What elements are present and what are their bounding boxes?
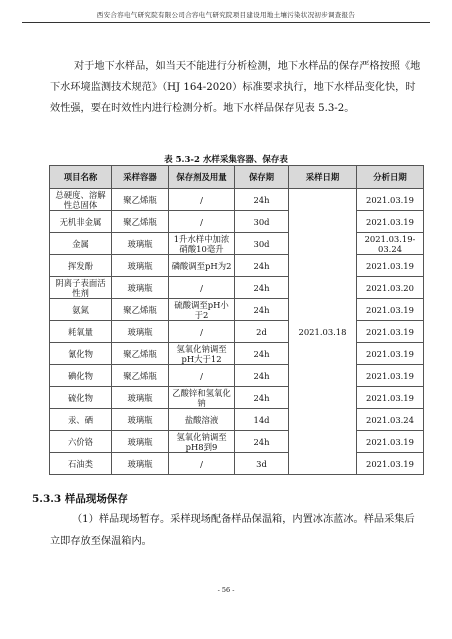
cell-item: 氰化物 [50, 343, 112, 365]
header-preservative: 保存剂及用量 [169, 166, 235, 189]
cell-analysis-date: 2021.03.19 [357, 255, 424, 277]
cell-analysis-date: 2021.03.19 [357, 189, 424, 211]
page-number: - 56 - [217, 586, 235, 594]
cell-item: 碘化物 [50, 365, 112, 387]
table-row [50, 409, 424, 431]
cell-period: 24h [235, 365, 289, 387]
section-title: 5.3.3 样品现场保存 [32, 493, 128, 505]
table-row [50, 431, 424, 453]
cell-item: 氨氮 [50, 299, 112, 321]
cell-preservative: 氢氧化钠调至pH大于12 [169, 343, 235, 365]
sample-preservation-table [49, 165, 424, 475]
cell-analysis-date: 2021.03.19 [357, 299, 424, 321]
cell-analysis-date: 2021.03.19 [357, 431, 424, 453]
cell-container: 玻璃瓶 [112, 409, 169, 431]
cell-item: 阴离子表面活性剂 [50, 277, 112, 299]
cell-analysis-date: 2021.03.19 [357, 211, 424, 233]
cell-analysis-date: 2021.03.19-03.24 [357, 233, 424, 255]
cell-analysis-date: 2021.03.19 [357, 343, 424, 365]
cell-period: 24h [235, 255, 289, 277]
intro-paragraph: 对于地下水样品，如当天不能进行分析检测，地下水样品的保存严格按照《地下水环境监测技术规范》（HJ 164-2020）标准要求执行，地下水样品变化快，时效性强，要在时效性内进行检测分析。地下水样品保存见表 5.3-2。 [50, 61, 421, 114]
cell-analysis-date: 2021.03.19 [357, 321, 424, 343]
cell-item: 耗氧量 [50, 321, 112, 343]
cell-analysis-date: 2021.03.24 [357, 409, 424, 431]
table-row [50, 365, 424, 387]
table-row [50, 277, 424, 299]
table-row [50, 189, 424, 211]
table-caption: 表 5.3-2 水样采集容器、保存表 [164, 155, 288, 165]
cell-preservative: / [169, 277, 235, 299]
cell-preservative: 1升水样中加浓硝酸10毫升 [169, 233, 235, 255]
cell-container: 玻璃瓶 [112, 453, 169, 475]
cell-preservative: / [169, 365, 235, 387]
cell-item: 汞、硒 [50, 409, 112, 431]
cell-preservative: / [169, 189, 235, 211]
cell-period: 14d [235, 409, 289, 431]
cell-analysis-date: 2021.03.19 [357, 365, 424, 387]
cell-container: 聚乙烯瓶 [112, 211, 169, 233]
cell-container: 聚乙烯瓶 [112, 189, 169, 211]
cell-preservative: 硫酸调至pH小于2 [169, 299, 235, 321]
cell-container: 聚乙烯瓶 [112, 299, 169, 321]
cell-analysis-date: 2021.03.19 [357, 453, 424, 475]
table-row [50, 453, 424, 475]
header-period: 保存期 [235, 166, 289, 189]
cell-period: 24h [235, 299, 289, 321]
header-item: 项目名称 [50, 166, 112, 189]
cell-container: 玻璃瓶 [112, 277, 169, 299]
cell-item: 挥发酚 [50, 255, 112, 277]
table-row [50, 387, 424, 409]
cell-container: 玻璃瓶 [112, 255, 169, 277]
header-analysis-date: 分析日期 [357, 166, 424, 189]
cell-preservative: / [169, 321, 235, 343]
cell-period: 24h [235, 277, 289, 299]
table-row [50, 255, 424, 277]
cell-period: 24h [235, 343, 289, 365]
cell-container: 玻璃瓶 [112, 387, 169, 409]
header-sampling-date: 采样日期 [289, 166, 357, 189]
cell-period: 2d [235, 321, 289, 343]
cell-preservative: 乙酸锌和氢氧化钠 [169, 387, 235, 409]
cell-period: 3d [235, 453, 289, 475]
cell-item: 无机非金属 [50, 211, 112, 233]
table-row [50, 343, 424, 365]
cell-preservative: / [169, 211, 235, 233]
cell-container: 聚乙烯瓶 [112, 365, 169, 387]
cell-analysis-date: 2021.03.20 [357, 277, 424, 299]
header-container: 采样容器 [112, 166, 169, 189]
section-paragraph: （1）样品现场暂存。采样现场配备样品保温箱，内置冰冻蓝冰。样品采集后立即存放至保温箱内。 [50, 514, 415, 547]
table-row [50, 233, 424, 255]
cell-container: 玻璃瓶 [112, 431, 169, 453]
cell-period: 30d [235, 233, 289, 255]
cell-item: 六价铬 [50, 431, 112, 453]
cell-preservative: 磷酸调至pH为2 [169, 255, 235, 277]
table-row [50, 299, 424, 321]
page-header: 西安合容电气研究院有限公司合容电气研究院项目建设用地土壤污染状况初步调查报告 [96, 11, 356, 19]
cell-preservative: 氢氧化钠调至pH8到9 [169, 431, 235, 453]
table-row [50, 211, 424, 233]
cell-period: 24h [235, 431, 289, 453]
cell-analysis-date: 2021.03.19 [357, 387, 424, 409]
table-row [50, 321, 424, 343]
cell-period: 24h [235, 387, 289, 409]
cell-preservative: 盐酸溶液 [169, 409, 235, 431]
cell-item: 硫化物 [50, 387, 112, 409]
cell-sampling-date: 2021.03.18 [289, 189, 357, 475]
cell-period: 24h [235, 189, 289, 211]
cell-item: 石油类 [50, 453, 112, 475]
cell-preservative: / [169, 453, 235, 475]
cell-container: 聚乙烯瓶 [112, 343, 169, 365]
cell-period: 30d [235, 211, 289, 233]
cell-container: 玻璃瓶 [112, 233, 169, 255]
cell-item: 总硬度、溶解性总固体 [50, 189, 112, 211]
header-rule [22, 22, 430, 23]
cell-container: 玻璃瓶 [112, 321, 169, 343]
table-header-row [50, 166, 424, 189]
cell-item: 金属 [50, 233, 112, 255]
